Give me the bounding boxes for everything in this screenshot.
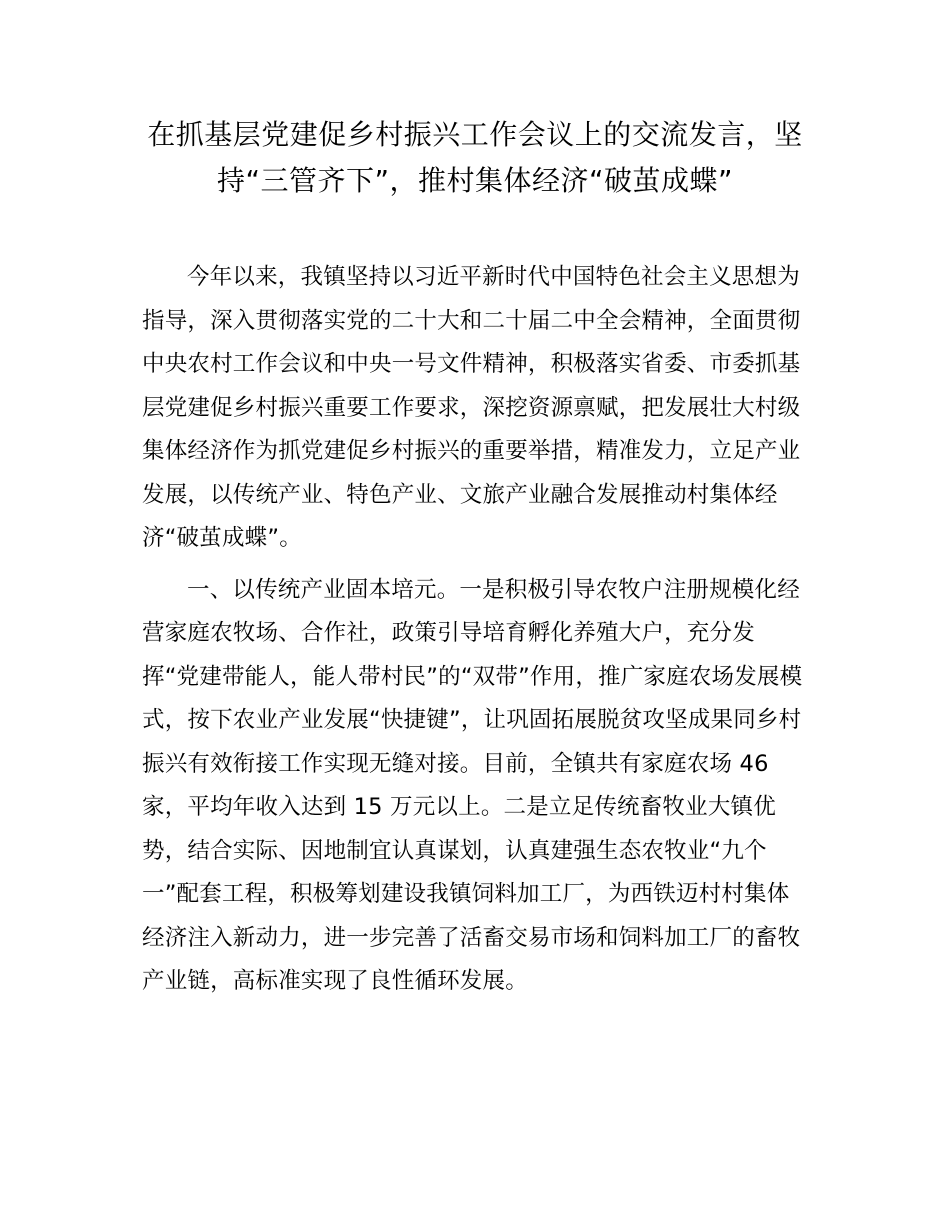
paragraph-traditional-industry: 一、以传统产业固本培元。一是积极引导农牧户注册规模化经营家庭农牧场、合作社，政策引导培育孵化养殖大户，充分发挥“党建带能人，能人带村民”的“双带”作用，推广家庭农场发展模式，按下农业产业发展“快捷键”，让巩固拓展脱贫攻坚成果同乡村振兴有效衔接工作实现无缝对接。目前，全镇共有家庭农场 46 家，平均年收入达到 15 万元以上。二是立足传统畜牧业大镇优势，结合实际、因地制宜认真谋划，认真建强生态农牧业“九个一”配套工程，积极筹划建设我镇饲料加工厂，为西铁迈村村集体经济注入新动力，进一步完善了活畜交易市场和饲料加工厂的畜牧产业链，高标准实现了良性循环发展。 [142, 576, 803, 994]
document-body [142, 256, 812, 1012]
document-title: 在抓基层党建促乡村振兴工作会议上的交流发言，坚持“三管齐下”，推村集体经济“破茧成蝶” [147, 118, 803, 197]
paragraph-intro: 今年以来，我镇坚持以习近平新时代中国特色社会主义思想为指导，深入贯彻落实党的二十大和二十届二中全会精神，全面贯彻中央农村工作会议和中央一号文件精神，积极落实省委、市委抓基层党建促乡村振兴重要工作要求，深挖资源禀赋，把发展壮大村级集体经济作为抓党建促乡村振兴的重要举措，精准发力，立足产业发展，以传统产业、特色产业、文旅产业融合发展推动村集体经济“破茧成蝶”。 [142, 264, 801, 551]
